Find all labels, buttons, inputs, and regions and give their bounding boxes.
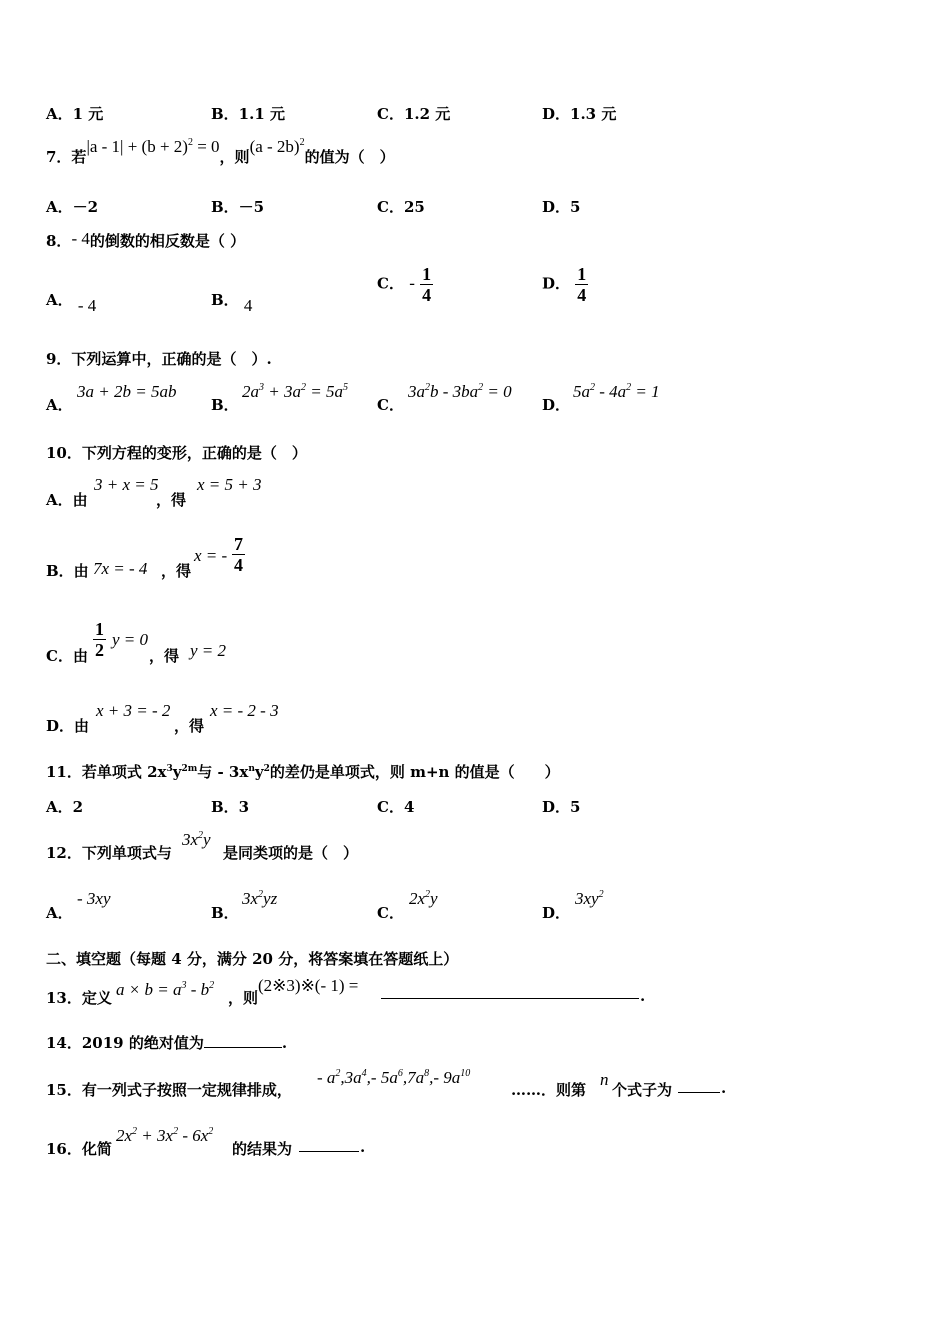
q8-stem: 8．- 4的倒数的相反数是（ ） [46, 229, 246, 250]
q7-option-c: C．25 [377, 198, 425, 216]
q6-option-b: B．1.1 元 [211, 105, 285, 123]
q9-option-c-expr: $3a^2b - 3ba^2 = 0$ [408, 382, 512, 401]
q12-option-a: A． [46, 904, 73, 922]
q8-option-d: D． $\frac{1}{4}$ [542, 264, 587, 305]
q7-option-b: B．－5 [211, 198, 265, 216]
q15-stem: 15．有一列式子按照一定规律排成， - $a^2,3a^4,-$ $5a^6,7a^8,-$ $9a^{10}$ ……．则第 n 个式子为 . [46, 1068, 727, 1099]
q10-stem: 10．下列方程的变形，正确的是（ ） [46, 444, 307, 462]
q14-stem: 14．2019 的绝对值为 . [46, 1034, 288, 1052]
q12-option-b-expr: $3x^2yz$ [242, 889, 278, 908]
q9-option-d: D． [542, 396, 571, 414]
q8-option-a: A． - 4 [46, 291, 97, 315]
q12-option-a-expr: - 3xy [77, 889, 111, 908]
q15-answer-blank[interactable] [678, 1078, 720, 1093]
q9-option-a-expr: 3a + 2b = 5ab [77, 382, 177, 401]
q6-option-c: C．1.2 元 [377, 105, 451, 123]
q7-options [46, 196, 910, 216]
q11-stem: 11．若单项式 $2x^3y^{2m}$与 - $3x^ny^2$的差仍是单项式，则 m+n 的值是（ ） [46, 763, 560, 781]
q11-option-a: A．2 [46, 798, 84, 816]
q16-answer-blank[interactable] [299, 1137, 359, 1152]
q9-stem: 9．下列运算中，正确的是（ ）. [46, 350, 272, 368]
q13-stem: 13．定义 $a \times b = a^3 - b^2$ ，则 (2※3)※(- 1) = . [46, 976, 646, 1007]
section-heading: 二、填空题（每题 4 分，满分 20 分，将答案填在答题纸上） [46, 950, 459, 968]
q14-answer-blank[interactable] [204, 1033, 282, 1048]
q9-option-c: C． [377, 396, 404, 414]
q10-option-a: A．由 3 + x = 5 ，得 x = 5 + 3 [46, 475, 262, 509]
q7-expr1: $|a - 1| + (b + 2)^2 = 0$ [86, 137, 220, 156]
q6-option-a: A．1 元 [46, 105, 104, 123]
q12-option-b: B． [211, 904, 239, 922]
q6-options [46, 103, 910, 123]
q12-option-d-expr: $3xy^2$ [575, 889, 604, 908]
q8-option-c: C． - $\frac{1}{4}$ [377, 264, 432, 305]
q10-option-c: C．由 $\frac{1}{2}$ y = 0 ，得 y = 2 [46, 619, 227, 665]
q9-option-b: B． [211, 396, 239, 414]
q11-options [46, 796, 910, 816]
q7-option-d: D．5 [542, 198, 581, 216]
q8-options [46, 264, 910, 314]
q11-option-c: C．4 [377, 798, 415, 816]
q9-options [46, 382, 910, 412]
q9-option-d-expr: $5a^2 - 4a^2 = 1$ [573, 382, 660, 401]
q12-option-d: D． [542, 904, 571, 922]
q12-stem: 12．下列单项式与 $3x^2y$ 是同类项的是（ ） [46, 830, 359, 862]
q10-option-d: D．由 x + 3 = - 2 ，得 x = - 2 - 3 [46, 701, 279, 735]
q6-option-d: D．1.3 元 [542, 105, 617, 123]
q8-option-b: B． 4 [211, 291, 253, 315]
q7-option-a: A．－2 [46, 198, 99, 216]
q7-stem: 7．若$|a - 1| + (b + 2)^2 = 0$，则(a - 2b)$^2$的值为（ ） [46, 137, 395, 166]
q12-options [46, 889, 910, 922]
q16-stem: 16．化简 $2x^2 + 3x^2 - 6x^2$ 的结果为 . [46, 1126, 366, 1158]
q13-answer-blank[interactable] [381, 984, 639, 999]
q7-expr2: (a - 2b)$^2$ [249, 137, 305, 156]
q11-option-d: D．5 [542, 798, 581, 816]
q12-option-c: C． [377, 904, 404, 922]
q9-option-a: A． [46, 396, 73, 414]
q12-option-c-expr: $2x^2y$ [409, 889, 438, 908]
q11-option-b: B．3 [211, 798, 250, 816]
q10-option-b: B．由 7x = - 4 ，得 x = - $\frac{7}{4}$ [46, 534, 243, 580]
q9-option-b-expr: $2a^3 + 3a^2 = 5a^5$ [242, 382, 348, 401]
